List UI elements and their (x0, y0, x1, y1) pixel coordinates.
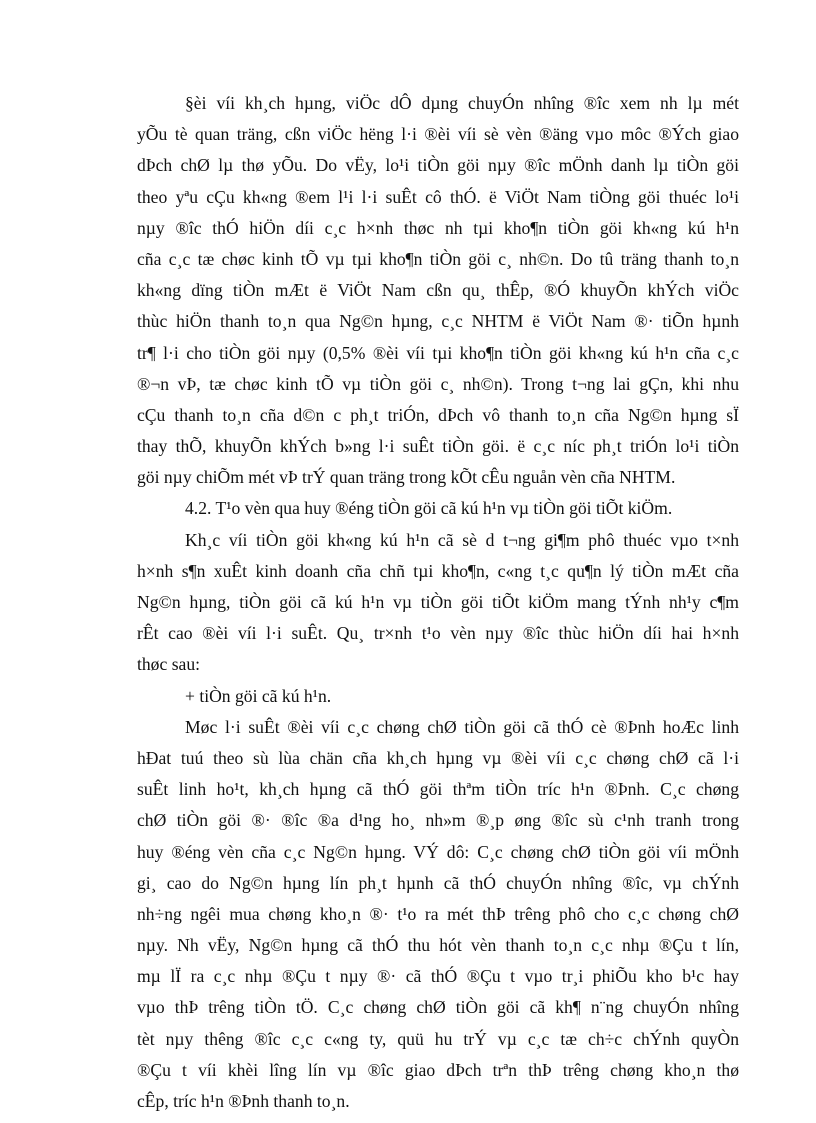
paragraph-line: nµy ®îc thÓ hiÖn díi c¸c h×nh thøc nh tµi kho¶n tiÒn göi kh«ng kú h¹n (137, 217, 739, 238)
paragraph-line: Møc l·i suÊt ®èi víi c¸c chøng chØ tiÒn göi cã thÓ cè ®Þnh hoÆc linh (185, 716, 739, 737)
paragraph-line: tr¶ l·i cho tiÒn göi nµy (0,5% ®èi víi tµi kho¶n tiÒn göi kh«ng kú h¹n cña c¸c (137, 342, 739, 363)
paragraph-line: ®¬n vÞ, tæ chøc kinh tÕ vµ tiÒn göi c¸ nh©n). Trong t¬ng lai gÇn, khi nhu (137, 373, 739, 394)
subsection-heading: + tiÒn göi cã kú h¹n. (185, 685, 332, 706)
paragraph-line: rÊt cao ®èi víi l·i suÊt. Qu¸ tr×nh t¹o vèn nµy ®îc thùc hiÖn díi hai h×nh (137, 623, 739, 644)
paragraph-line: hÐat tuú theo sù lùa chän cña kh¸ch hµng vµ ®èi víi c¸c chøng chØ cã l·i (137, 747, 739, 768)
paragraph-line: huy ®éng vèn cña c¸c Ng©n hµng. VÝ dô: C¸c chøng chØ tiÒn göi víi mÖnh (137, 841, 739, 862)
paragraph-line: tèt nµy thêng ®îc c¸c c«ng ty, quü hu trÝ vµ c¸c tæ ch÷c chÝnh quyÒn (137, 1028, 739, 1049)
body-text (137, 88, 739, 1117)
paragraph-line: cña c¸c tæ chøc kinh tÕ vµ tµi kho¶n tiÒn göi c¸ nh©n. Do tû träng thanh to¸n (137, 248, 739, 269)
paragraph-line: vµo thÞ trêng tiÒn tÖ. C¸c chøng chØ tiÒn göi cã kh¶ n¨ng chuyÓn nhîng (137, 997, 739, 1018)
paragraph-line: theo yªu cÇu kh«ng ®em l¹i l·i suÊt cô thÓ. ë ViÖt Nam tiÒng göi thuéc lo¹i (137, 186, 739, 207)
paragraph-line: chØ tiÒn göi ®· ®îc ®a d¹ng ho¸ nh»m ®¸p øng ®îc sù c¹nh tranh trong (137, 810, 739, 831)
paragraph-line: göi nµy chiÕm mét vÞ trÝ quan träng trong kÕt cÊu nguån vèn cña NHTM. (137, 467, 676, 488)
paragraph-line: mµ lÏ ra c¸c nhµ ®Çu t nµy ®· cã thÓ ®Çu t vµo tr¸i phiÕu kho b¹c hay (137, 966, 739, 987)
paragraph-line: Kh¸c víi tiÒn göi kh«ng kú h¹n cã sè d t¬ng gi¶m phô thuéc vµo t×nh (185, 529, 739, 550)
paragraph-line: kh«ng dïng tiÒn mÆt ë ViÖt Nam cßn qu¸ thÊp, ®Ó khuyÕn khÝch viÖc (137, 280, 739, 301)
paragraph-line: §èi víi kh¸ch hµng, viÖc dÔ dµng chuyÓn nhîng ®îc xem nh lµ mét (185, 93, 739, 113)
paragraph-line: nh÷ng ngêi mua chøng kho¸n ®· t¹o ra mét thÞ trêng phô cho c¸c chøng chØ (137, 903, 739, 924)
paragraph-line: cÊp, tríc h¹n ®Þnh thanh to¸n. (137, 1091, 350, 1111)
paragraph-line: yÕu tè quan träng, cßn viÖc hëng l·i ®èi víi sè vèn ®äng vµo môc ®Ých giao (137, 124, 739, 145)
paragraph-line: thay thÕ, khuyÕn khÝch b»ng l·i suÊt tiÒn göi. ë c¸c níc ph¸t triÓn lo¹i tiÒn (137, 436, 739, 457)
paragraph-line: suÊt linh ho¹t, kh¸ch hµng cã thÓ göi thªm tiÒn tríc h¹n ®Þnh. C¸c chøng (137, 779, 739, 800)
paragraph-line: thøc sau: (137, 654, 201, 675)
paragraph-line: Ng©n hµng, tiÒn göi cã kú h¹n vµ tiÒn göi tiÕt kiÖm mang tÝnh nh¹y c¶m (137, 592, 739, 612)
paragraph-line: nµy. Nh vËy, Ng©n hµng cã thÓ thu hót vèn thanh to¸n c¸c nhµ ®Çu t lín, (137, 935, 739, 956)
paragraph-line: gi¸ cao do Ng©n hµng lín ph¸t hµnh cã thÓ chuyÓn nhîng ®îc, vµ chÝnh (137, 872, 739, 893)
paragraph-line: h×nh s¶n xuÊt kinh doanh cña chñ tµi kho¶n, c«ng t¸c qu¶n lý tiÒn mÆt cña (137, 560, 739, 581)
paragraph-line: cÇu thanh to¸n cña d©n c ph¸t triÓn, dÞch vô thanh to¸n cña Ng©n hµng sÏ (137, 404, 739, 425)
paragraph-line: thùc hiÖn thanh to¸n qua Ng©n hµng, c¸c NHTM ë ViÖt Nam ®· tiÕn hµnh (137, 311, 739, 332)
paragraph-line: dÞch chØ lµ thø yÕu. Do vËy, lo¹i tiÒn göi nµy ®îc mÖnh danh lµ tiÒn göi (137, 155, 739, 176)
paragraph-line: ®Çu t víi khèi lîng lín vµ ®îc giao dÞch trªn thÞ trêng chøng kho¸n thø (137, 1059, 739, 1080)
section-heading: 4.2. T¹o vèn qua huy ®éng tiÒn göi cã kú h¹n vµ tiÒn göi tiÕt kiÖm. (185, 498, 673, 519)
